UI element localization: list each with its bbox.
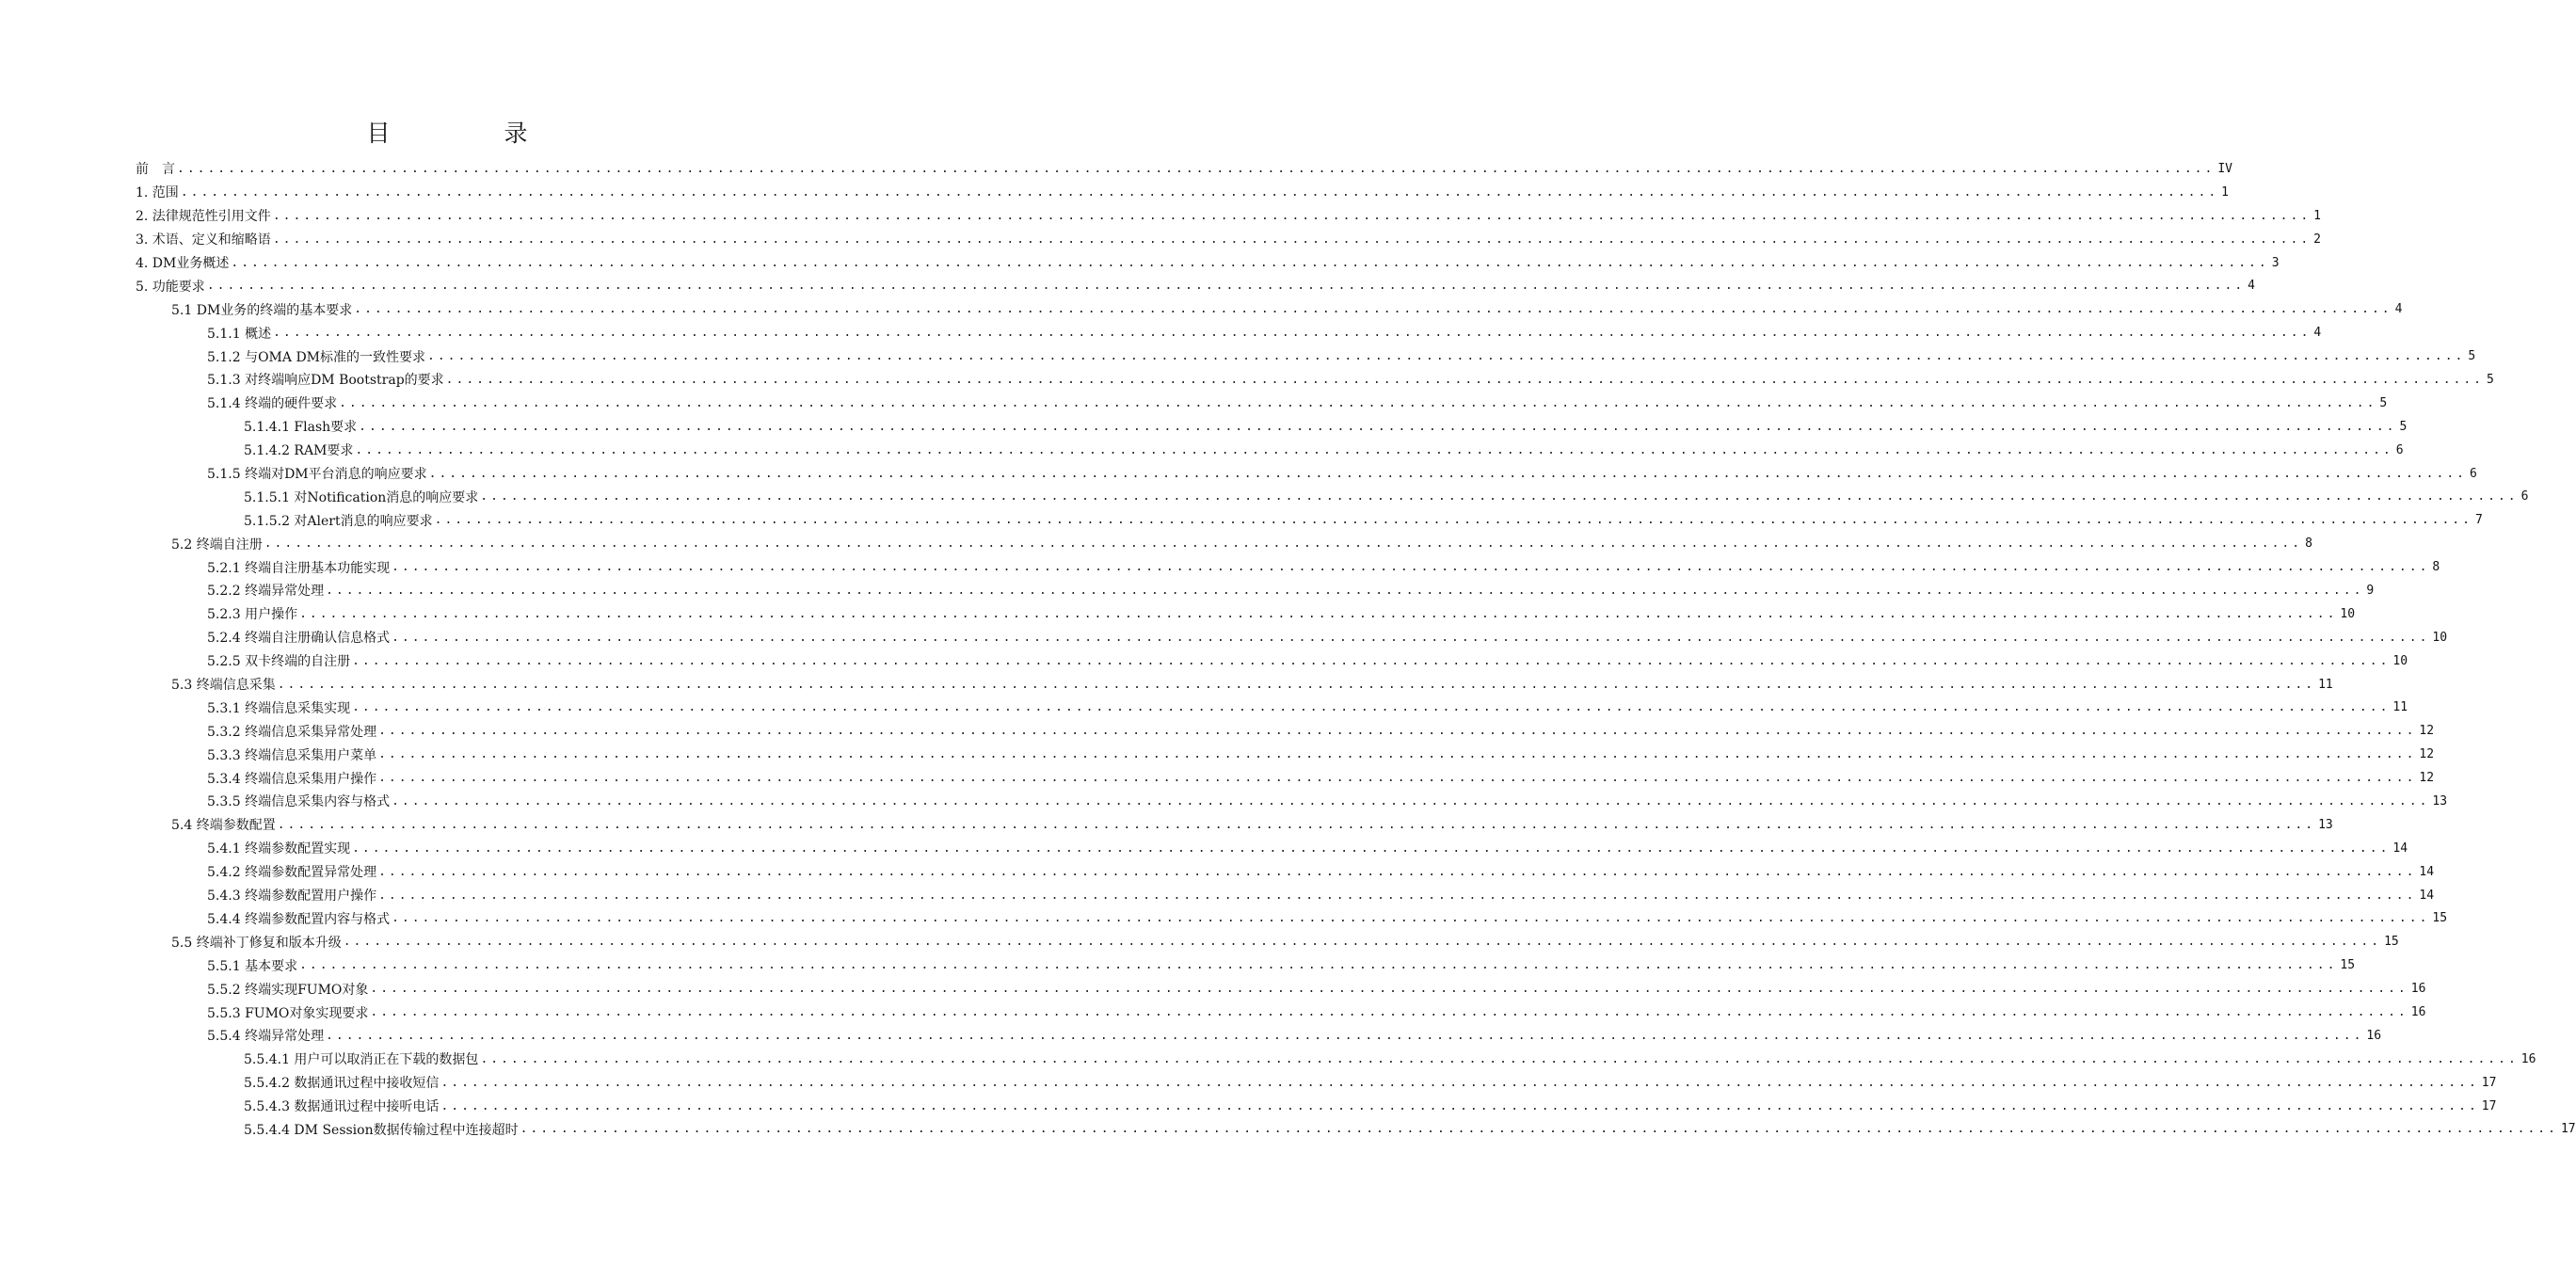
dot-leader: ........................................................................................................................................................................................................ xyxy=(343,935,2382,950)
toc-entry-label: 3. 术语、定义和缩略语 xyxy=(136,232,271,248)
toc-entry-label: 5.2 终端自注册 xyxy=(171,536,263,552)
toc-entry[interactable] xyxy=(207,392,2388,415)
toc-entry-page-number: 10 xyxy=(2340,606,2356,621)
toc-entry[interactable] xyxy=(171,532,2312,555)
toc-entry[interactable] xyxy=(207,743,2435,766)
dot-leader: ........................................................................................................................................................................................................ xyxy=(392,630,2430,645)
toc-entry[interactable] xyxy=(244,485,2529,508)
dot-leader: ........................................................................................................................................................................................................ xyxy=(264,536,2303,552)
dot-leader: ........................................................................................................................................................................................................ xyxy=(299,606,2338,621)
dot-leader: ........................................................................................................................................................................................................ xyxy=(480,489,2519,504)
toc-entry-label: 5.1.4 终端的硬件要求 xyxy=(207,396,338,412)
toc-entry[interactable] xyxy=(207,626,2448,649)
toc-entry-page-number: 11 xyxy=(2318,677,2333,692)
toc-entry-page-number: 5 xyxy=(2379,395,2388,410)
dot-leader: ........................................................................................................................................................................................................ xyxy=(434,513,2472,528)
toc-entry-page-number: 16 xyxy=(2410,982,2426,997)
dot-leader: ........................................................................................................................................................................................................ xyxy=(392,793,2430,809)
dot-leader: ........................................................................................................................................................................................................ xyxy=(445,372,2485,387)
toc-entry-page-number: 12 xyxy=(2419,771,2435,786)
toc-entry-page-number: 6 xyxy=(2395,442,2404,457)
toc-entry[interactable] xyxy=(207,1024,2382,1048)
toc-entry-label: 5.1.4.2 RAM要求 xyxy=(244,443,354,459)
toc-entry-page-number: 5 xyxy=(2399,419,2408,434)
toc-entry[interactable] xyxy=(207,344,2476,368)
toc-entry-page-number: 3 xyxy=(2271,255,2280,270)
toc-entry-label: 5.5 终端补丁修复和版本升级 xyxy=(171,935,342,951)
toc-entry-page-number: 12 xyxy=(2419,747,2435,762)
dot-leader: ........................................................................................................................................................................................................ xyxy=(206,279,2246,294)
toc-entry-page-number: 1 xyxy=(2313,208,2321,223)
dot-leader: ........................................................................................................................................................................................................ xyxy=(272,208,2312,223)
dot-leader: ........................................................................................................................................................................................................ xyxy=(480,1051,2519,1066)
toc-entry-label: 4. DM业务概述 xyxy=(136,256,230,271)
toc-entry-page-number: 16 xyxy=(2410,1005,2426,1019)
toc-entry-label: 2. 法律规范性引用文件 xyxy=(136,209,271,225)
toc-entry-label: 5.3.5 终端信息采集内容与格式 xyxy=(207,794,391,810)
dot-leader: ........................................................................................................................................................................................................ xyxy=(272,232,2312,247)
toc-entry-page-number: 13 xyxy=(2432,793,2448,809)
toc-entry[interactable] xyxy=(171,297,2403,321)
dot-leader: ........................................................................................................................................................................................................ xyxy=(277,817,2316,832)
dot-leader: ........................................................................................................................................................................................................ xyxy=(177,161,2216,176)
toc-entry-label: 1. 范围 xyxy=(136,185,179,201)
toc-entry[interactable] xyxy=(244,508,2483,532)
toc-entry-page-number: 14 xyxy=(2392,841,2408,856)
dot-leader: ........................................................................................................................................................................................................ xyxy=(378,771,2417,786)
toc-entry-label: 5.2.5 双卡终端的自注册 xyxy=(207,654,351,670)
dot-leader: ........................................................................................................................................................................................................ xyxy=(370,1005,2408,1019)
toc-entry[interactable] xyxy=(207,321,2322,344)
dot-leader: ........................................................................................................................................................................................................ xyxy=(392,560,2430,575)
toc-entry[interactable] xyxy=(136,251,2280,275)
toc-entry-page-number: 5 xyxy=(2468,349,2476,364)
toc-entry[interactable] xyxy=(207,602,2356,626)
dot-leader: ........................................................................................................................................................................................................ xyxy=(352,841,2391,856)
toc-entry-label: 5.5.1 基本要求 xyxy=(207,958,298,974)
toc-entry-label: 5.2.2 终端异常处理 xyxy=(207,584,325,600)
toc-entry[interactable] xyxy=(207,649,2408,673)
toc-entry[interactable] xyxy=(244,1048,2536,1071)
toc-entry[interactable] xyxy=(207,884,2435,907)
toc-entry-page-number: 4 xyxy=(2394,302,2403,317)
dot-leader: ........................................................................................................................................................................................................ xyxy=(180,184,2219,200)
toc-entry-label: 5.3.4 终端信息采集用户操作 xyxy=(207,771,377,787)
toc-entry[interactable] xyxy=(136,181,2229,204)
toc-entry-page-number: 15 xyxy=(2432,911,2448,926)
toc-entry-label: 5.1.2 与OMA DM标准的一致性要求 xyxy=(207,349,426,365)
toc-entry[interactable] xyxy=(136,228,2321,251)
toc-entry-label: 5.2.3 用户操作 xyxy=(207,607,298,623)
toc-entry-label: 5.5.4.1 用户可以取消正在下载的数据包 xyxy=(244,1052,479,1068)
toc-entry-page-number: 16 xyxy=(2366,1028,2382,1043)
toc-entry-page-number: 4 xyxy=(2313,326,2322,341)
toc-entry-page-number: 8 xyxy=(2432,560,2440,575)
toc-entry[interactable] xyxy=(244,439,2404,462)
toc-entry-label: 5.1.5 终端对DM平台消息的响应要求 xyxy=(207,467,427,483)
toc-entry[interactable] xyxy=(244,1095,2497,1118)
toc-entry-label: 5.1.1 概述 xyxy=(207,326,272,342)
toc-entry-page-number: 17 xyxy=(2481,1098,2497,1113)
toc-entry-label: 5.5.3 FUMO对象实现要求 xyxy=(207,1005,369,1021)
toc-entry-label: 5.1.4.1 Flash要求 xyxy=(244,420,358,436)
dot-leader: ........................................................................................................................................................................................................ xyxy=(355,442,2393,457)
toc-entry[interactable] xyxy=(207,696,2408,719)
toc-entry-page-number: 4 xyxy=(2248,279,2255,294)
toc-entry-page-number: 12 xyxy=(2419,724,2435,739)
dot-leader: ........................................................................................................................................................................................................ xyxy=(378,724,2417,739)
toc-entry-page-number: IV xyxy=(2217,161,2232,176)
toc-entry-page-number: 11 xyxy=(2392,700,2408,715)
toc-entry-label: 5.5.4.2 数据通讯过程中接收短信 xyxy=(244,1076,440,1092)
toc-entry-label: 5.1.3 对终端响应DM Bootstrap的要求 xyxy=(207,373,444,389)
toc-entry-page-number: 15 xyxy=(2384,935,2399,950)
dot-leader: ........................................................................................................................................................................................................ xyxy=(339,395,2377,410)
toc-entry-label: 5.2.1 终端自注册基本功能实现 xyxy=(207,560,391,576)
toc-entry-label: 5.4.3 终端参数配置用户操作 xyxy=(207,889,377,905)
toc-entry-page-number: 16 xyxy=(2520,1051,2536,1066)
toc-entry[interactable] xyxy=(207,953,2356,977)
toc-entry-page-number: 5 xyxy=(2487,372,2494,387)
dot-leader: ........................................................................................................................................................................................................ xyxy=(427,349,2466,364)
toc-entry-label: 5.4.4 终端参数配置内容与格式 xyxy=(207,911,391,927)
table-of-contents xyxy=(0,157,2576,1141)
dot-leader: ........................................................................................................................................................................................................ xyxy=(352,700,2391,715)
toc-entry[interactable] xyxy=(207,462,2477,486)
dot-leader: ........................................................................................................................................................................................................ xyxy=(520,1122,2558,1137)
dot-leader: ........................................................................................................................................................................................................ xyxy=(299,958,2338,973)
toc-entry-label: 5.3.1 终端信息采集实现 xyxy=(207,700,351,716)
toc-entry-label: 前 言 xyxy=(136,162,175,178)
toc-entry-label: 5.2.4 终端自注册确认信息格式 xyxy=(207,631,391,647)
dot-leader: ........................................................................................................................................................................................................ xyxy=(440,1098,2479,1113)
toc-entry-label: 5.1.5.2 对Alert消息的响应要求 xyxy=(244,513,433,529)
toc-entry-label: 5.4 终端参数配置 xyxy=(171,818,276,834)
toc-entry-page-number: 1 xyxy=(2221,184,2229,200)
toc-entry[interactable] xyxy=(244,415,2408,439)
toc-entry-page-number: 7 xyxy=(2474,513,2483,528)
toc-entry-page-number: 14 xyxy=(2419,888,2435,903)
dot-leader: ........................................................................................................................................................................................................ xyxy=(277,677,2316,692)
dot-leader: ........................................................................................................................................................................................................ xyxy=(378,864,2417,879)
dot-leader: ........................................................................................................................................................................................................ xyxy=(359,419,2397,434)
toc-entry-page-number: 13 xyxy=(2318,817,2333,832)
toc-entry[interactable] xyxy=(207,860,2435,884)
toc-entry[interactable] xyxy=(136,204,2321,228)
toc-entry[interactable] xyxy=(244,1118,2576,1142)
toc-entry-page-number: 10 xyxy=(2392,653,2408,668)
toc-entry-label: 5.5.4.3 数据通讯过程中接听电话 xyxy=(244,1099,440,1115)
toc-entry[interactable] xyxy=(244,1071,2497,1095)
dot-leader: ........................................................................................................................................................................................................ xyxy=(370,982,2408,997)
toc-entry[interactable] xyxy=(171,813,2333,837)
dot-leader: ........................................................................................................................................................................................................ xyxy=(326,583,2364,598)
dot-leader: ........................................................................................................................................................................................................ xyxy=(352,653,2391,668)
toc-entry-label: 5.4.2 终端参数配置异常处理 xyxy=(207,865,377,881)
toc-entry-page-number: 15 xyxy=(2340,958,2356,973)
toc-entry[interactable] xyxy=(207,766,2435,790)
dot-leader: ........................................................................................................................................................................................................ xyxy=(428,466,2467,481)
toc-entry[interactable] xyxy=(207,1001,2426,1024)
toc-entry-label: 5.3.3 终端信息采集用户菜单 xyxy=(207,747,377,763)
toc-entry[interactable] xyxy=(207,555,2440,579)
toc-entry[interactable] xyxy=(207,790,2448,813)
toc-entry-page-number: 2 xyxy=(2313,232,2321,247)
toc-entry[interactable] xyxy=(207,907,2448,931)
toc-entry[interactable] xyxy=(207,719,2435,743)
toc-entry[interactable] xyxy=(136,157,2232,181)
toc-entry-label: 5.1.5.1 对Notification消息的响应要求 xyxy=(244,489,479,505)
toc-entry-label: 5.5.4 终端异常处理 xyxy=(207,1029,325,1045)
dot-leader: ........................................................................................................................................................................................................ xyxy=(231,255,2269,270)
toc-entry[interactable] xyxy=(171,930,2399,953)
toc-entry-page-number: 17 xyxy=(2481,1075,2497,1090)
toc-entry[interactable] xyxy=(207,837,2408,860)
dot-leader: ........................................................................................................................................................................................................ xyxy=(273,326,2312,341)
toc-entry-page-number: 6 xyxy=(2520,489,2529,504)
toc-title: 目 录 xyxy=(366,120,573,147)
toc-entry-page-number: 17 xyxy=(2560,1122,2576,1137)
toc-entry[interactable] xyxy=(136,274,2255,297)
dot-leader: ........................................................................................................................................................................................................ xyxy=(440,1075,2479,1090)
toc-entry-label: 5. 功能要求 xyxy=(136,279,205,295)
toc-entry-label: 5.3 终端信息采集 xyxy=(171,678,276,694)
dot-leader: ........................................................................................................................................................................................................ xyxy=(326,1028,2364,1043)
toc-entry-label: 5.3.2 终端信息采集异常处理 xyxy=(207,724,377,740)
toc-entry[interactable] xyxy=(171,673,2333,697)
toc-entry[interactable] xyxy=(207,977,2426,1001)
dot-leader: ........................................................................................................................................................................................................ xyxy=(378,747,2417,762)
toc-entry-page-number: 10 xyxy=(2432,630,2448,645)
toc-entry-page-number: 14 xyxy=(2419,864,2435,879)
toc-entry-page-number: 9 xyxy=(2366,583,2375,598)
toc-entry-label: 5.1 DM业务的终端的基本要求 xyxy=(171,302,353,318)
toc-entry-label: 5.4.1 终端参数配置实现 xyxy=(207,841,351,857)
toc-entry-page-number: 6 xyxy=(2469,466,2477,481)
toc-entry[interactable] xyxy=(207,368,2494,392)
toc-entry-label: 5.5.2 终端实现FUMO对象 xyxy=(207,982,369,998)
dot-leader: ........................................................................................................................................................................................................ xyxy=(378,888,2417,903)
toc-entry[interactable] xyxy=(207,579,2375,602)
toc-entry-page-number: 8 xyxy=(2305,536,2312,552)
toc-entry-label: 5.5.4.4 DM Session数据传输过程中连接超时 xyxy=(244,1122,519,1138)
dot-leader: ........................................................................................................................................................................................................ xyxy=(392,911,2430,926)
dot-leader: ........................................................................................................................................................................................................ xyxy=(354,302,2392,317)
